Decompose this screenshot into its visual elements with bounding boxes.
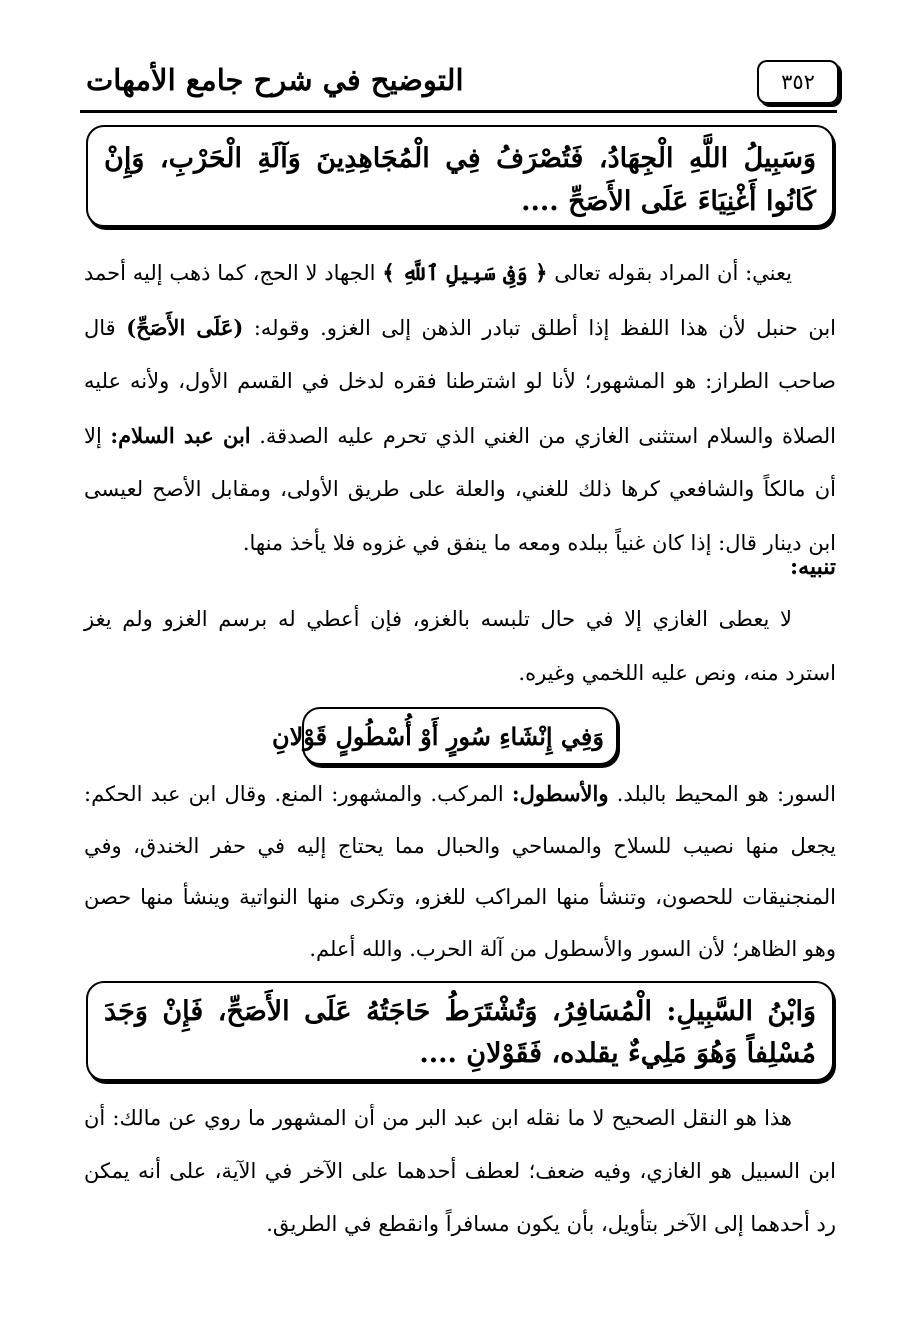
para-1-lead: يعني: أن المراد بقوله تعالى xyxy=(554,261,792,285)
matn-box-2: وَفِي إِنْشَاءِ سُورٍ أَوْ أُسْطُولٍ قَوْلانِ xyxy=(302,707,618,765)
bold-term: والأسطول: xyxy=(511,781,609,806)
bold-quote: (عَلَى الأَصَحِّ) xyxy=(126,314,244,340)
matn-box-3: وَابْنُ السَّبِيلِ: الْمُسَافِرُ، وَتُشْتَرَطُ حَاجَتُهُ عَلَى الأَصَحِّ، فَإِنْ وَجَدَ مُسْلِفاً وَهُوَ مَلِيءٌ يقلده، فَقَوْلانِ .... xyxy=(86,981,834,1081)
quran-quote: ﴿ وَفِى سَبِيلِ ٱللَّهِ ﴾ xyxy=(382,260,548,285)
commentary-paragraph-1 xyxy=(84,246,836,571)
matn-box-1: وَسَبِيلُ اللَّهِ الْجِهَادُ، فَتُصْرَفُ فِي الْمُجَاهِدِينَ وَآلَةِ الْحَرْبِ، وَإِنْ كَانُوا أَغْنِيَاءَ عَلَى الأَصَحِّ .... xyxy=(86,125,834,227)
tanbih-heading: تنبيه: xyxy=(790,554,836,580)
para-3-rest: المركب. والمشهور: المنع. وقال ابن عبد الحكم: يجعل منها نصيب للسلاح والمساحي والحبال مما يحتاج إليه في حفر الخندق، وفي المنجنيقات للحصون، وتنشأ منها المراكب للغزو، وتكرى منها النواتية وينشأ منها حصن وهو الظاهر؛ لأن السور والأسطول من آلة الحرب. والله أعلم. xyxy=(84,782,836,961)
para-1-middle-2: قال صاحب الطراز: هو المشهور؛ لأنا لو اشترطنا فقره لدخل في القسم الأول، ولأنه عليه الصلاة والسلام استثنى الغازي من الغني الذي تحرم عليه الصدقة. xyxy=(84,315,837,448)
bold-name: ابن عبد السلام: xyxy=(110,422,251,448)
para-3-lead: السور: هو المحيط بالبلد. xyxy=(616,782,837,806)
commentary-paragraph-4: هذا هو النقل الصحيح لا ما نقله ابن عبد البر من أن المشهور ما روي عن مالك: أن ابن السبيل هو الغازي، وفيه ضعف؛ لعطف أحدهما على الآخر في الآية، على أنه يمكن رد أحدهما إلى الآخر بتأويل، بأن يكون مسافراً وانقطع في الطريق. xyxy=(84,1106,836,1236)
para-1-middle: الجهاد لا الحج، كما ذهب إليه أحمد ابن حنبل لأن هذا اللفظ إذا أطلق تبادر الذهن إلى الغزو. وقوله: xyxy=(84,261,836,340)
para-1-end: إلا أن مالكاً والشافعي كرها ذلك للغني، والعلة على طريق الأولى، ومقابل الأصح لعيسى ابن دينار قال: إذا كان غنياً ببلده ومعه ما ينفق في غزوه فلا يأخذ منها. xyxy=(84,423,836,555)
commentary-paragraph-2: لا يعطى الغازي إلا في حال تلبسه بالغزو، فإن أعطي له برسم الغزو ولم يغز استرد منه، ونص عليه اللخمي وغيره. xyxy=(84,607,836,685)
page-number: ٣٥٢ xyxy=(757,60,839,104)
running-title: التوضيح في شرح جامع الأمهات xyxy=(86,63,464,97)
commentary-paragraph-3 xyxy=(84,768,836,975)
page-header xyxy=(80,52,837,113)
